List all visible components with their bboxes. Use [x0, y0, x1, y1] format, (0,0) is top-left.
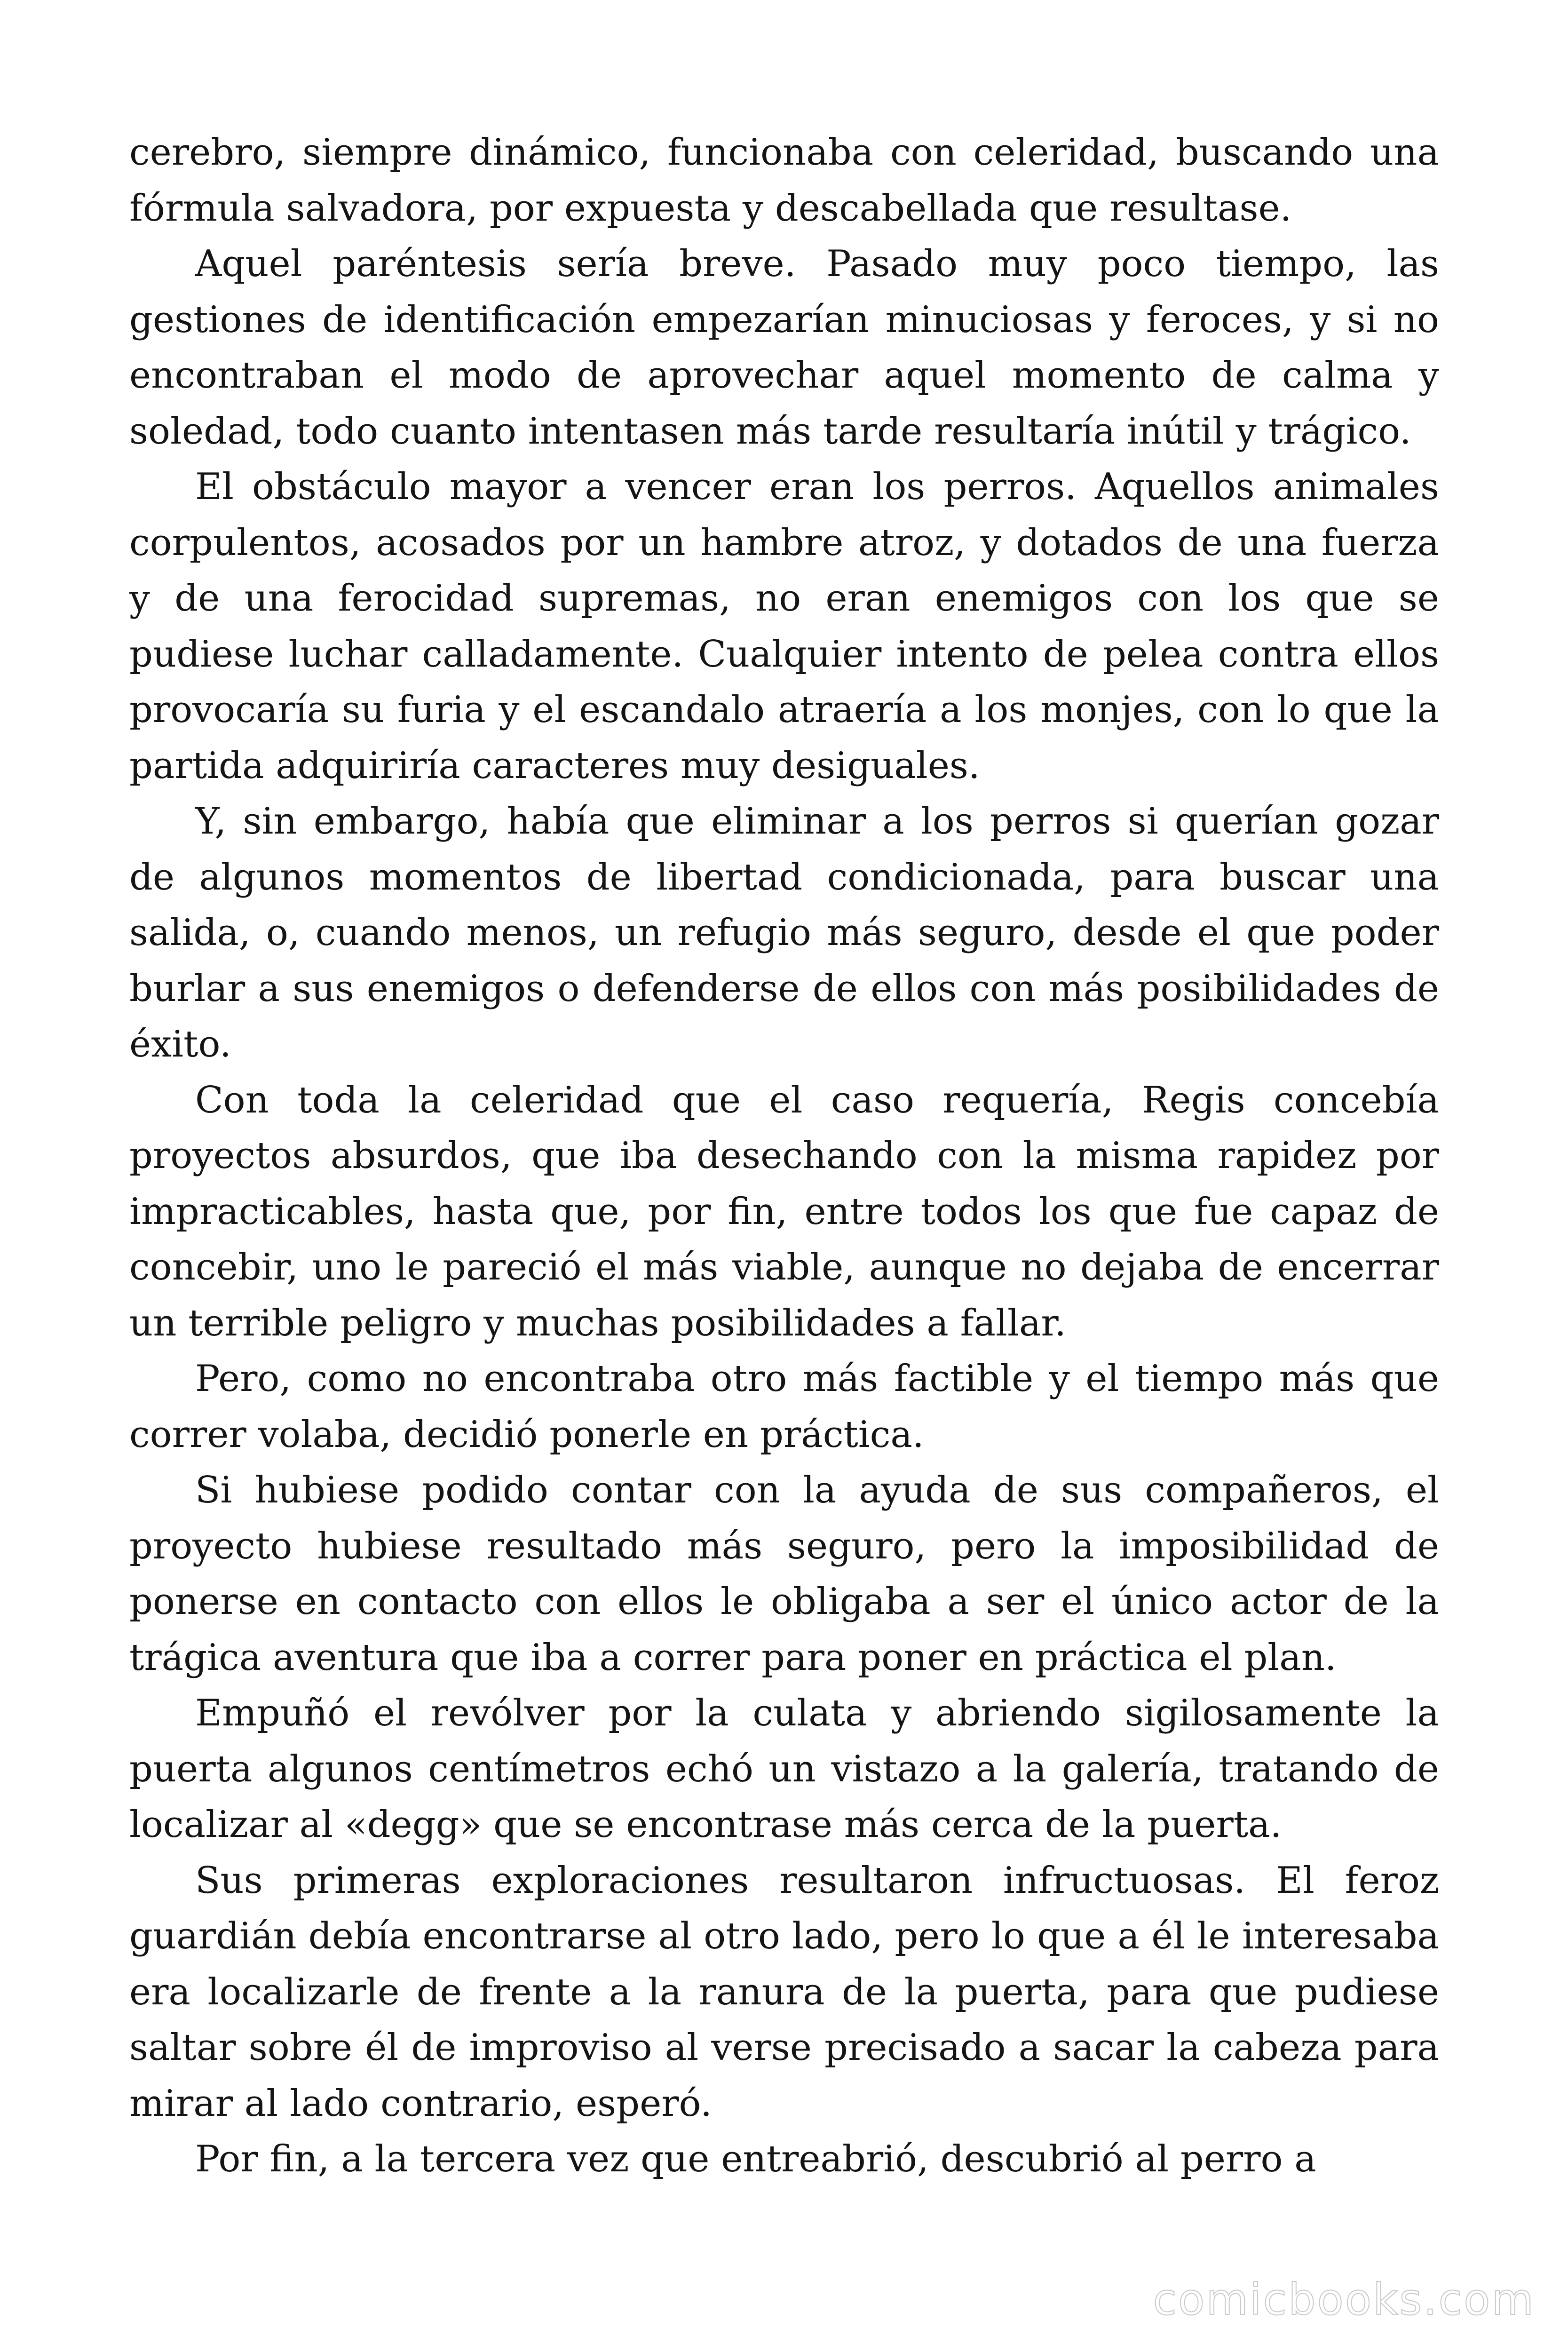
paragraph-9: Sus primeras exploraciones resultaron infructuosas. El feroz guardián debía encontrarse al otro lado, pero lo que a él le interesaba era localizarle de frente a la ranura de la puerta, para que pudiese saltar sobre él de improviso al verse precisado a sacar la cabeza para mirar al lado contrario, esperó.	[129, 1859, 1439, 2125]
paragraph-8: Empuñó el revólver por la culata y abriendo sigilosamente la puerta algunos centímetros echó un vistazo a la galería, tratando de localizar al «degg» que se encontrase más cerca de la puerta.	[129, 1692, 1439, 1846]
paragraph-10: Por fin, a la tercera vez que entreabrió, descubrió al perro a	[195, 2138, 1316, 2180]
paragraph-1: cerebro, siempre dinámico, funcionaba con celeridad, buscando una fórmula salvadora, por expuesta y descabellada que resultase.	[129, 131, 1439, 230]
paragraph-7: Si hubiese podido contar con la ayuda de sus compañeros, el proyecto hubiese resultado más seguro, pero la imposibilidad de ponerse en contacto con ellos le obligaba a ser el único actor de la trágica aventura que iba a correr para poner en práctica el plan.	[129, 1469, 1439, 1679]
paragraph-5: Con toda la celeridad que el caso requería, Regis concebía proyectos absurdos, que iba desechando con la misma rapidez por impracticables, hasta que, por fin, entre todos los que fue capaz de concebir, uno le pareció el más viable, aunque no dejaba de encerrar un terrible peligro y muchas posibilidades a fallar.	[129, 1079, 1439, 1344]
page-body	[129, 125, 1439, 2187]
watermark: comicbooks.com	[1153, 2274, 1535, 2325]
paragraph-2: Aquel paréntesis sería breve. Pasado muy poco tiempo, las gestiones de identificación empezarían minuciosas y feroces, y si no encontraban el modo de aprovechar aquel momento de calma y soledad, todo cuanto intentasen más tarde resultaría inútil y trágico.	[129, 243, 1439, 453]
paragraph-4: Y, sin embargo, había que eliminar a los perros si querían gozar de algunos momentos de libertad condicionada, para buscar una salida, o, cuando menos, un refugio más seguro, desde el que poder burlar a sus enemigos o defenderse de ellos con más posibilidades de éxito.	[129, 800, 1439, 1065]
paragraph-3: El obstáculo mayor a vencer eran los perros. Aquellos animales corpulentos, acosados por un hambre atroz, y dotados de una fuerza y de una ferocidad supremas, no eran enemigos con los que se pudiese luchar calladamente. Cualquier intento de pelea contra ellos provocaría su furia y el escandalo atraería a los monjes, con lo que la partida adquiriría caracteres muy desiguales.	[129, 466, 1439, 787]
paragraph-6: Pero, como no encontraba otro más factible y el tiempo más que correr volaba, decidió ponerle en práctica.	[129, 1358, 1439, 1456]
